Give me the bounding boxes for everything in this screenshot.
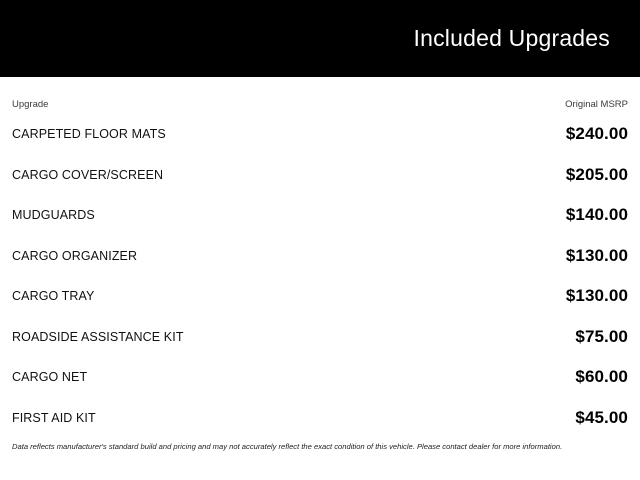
- upgrades-content: [0, 77, 640, 451]
- upgrade-price: $60.00: [575, 367, 628, 387]
- disclaimer-text: Data reflects manufacturer's standard build and pricing and may not accurately reflect the exact condition of this vehicle. Please contact dealer for more information.: [12, 442, 563, 451]
- upgrade-name: ROADSIDE ASSISTANCE KIT: [12, 329, 184, 344]
- upgrade-price: $140.00: [565, 205, 628, 225]
- upgrade-price: $130.00: [565, 245, 628, 265]
- upgrade-price: $205.00: [565, 164, 628, 184]
- table-row: [12, 357, 628, 398]
- page-header: [0, 0, 640, 77]
- upgrade-price: $75.00: [575, 326, 628, 346]
- table-row: [12, 155, 628, 196]
- table-row: [12, 276, 628, 317]
- upgrade-price: $130.00: [565, 286, 628, 306]
- table-row: [12, 114, 628, 155]
- upgrade-name: CARGO COVER/SCREEN: [12, 167, 164, 182]
- table-row: [12, 317, 628, 358]
- table-row: [12, 398, 628, 439]
- table-row: [12, 195, 628, 236]
- table-row: [12, 236, 628, 277]
- table-header-row: [12, 77, 628, 114]
- upgrade-name: FIRST AID KIT: [12, 410, 96, 425]
- upgrade-name: CARGO ORGANIZER: [12, 248, 138, 263]
- column-header-msrp: Original MSRP: [565, 99, 628, 110]
- column-header-upgrade: Upgrade: [12, 99, 49, 110]
- upgrade-price: $45.00: [575, 407, 628, 427]
- upgrade-name: CARGO TRAY: [12, 289, 95, 304]
- upgrade-name: CARPETED FLOOR MATS: [12, 127, 166, 142]
- upgrade-price: $240.00: [565, 124, 628, 144]
- page-title: Included Upgrades: [413, 25, 610, 51]
- upgrade-name: MUDGUARDS: [12, 208, 95, 223]
- upgrade-name: CARGO NET: [12, 370, 88, 385]
